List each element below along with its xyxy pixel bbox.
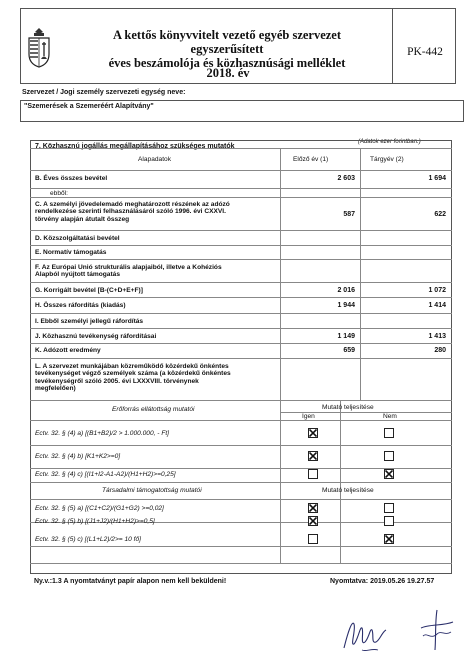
row-line <box>30 230 452 231</box>
col-line <box>280 148 281 400</box>
row-line <box>30 563 452 564</box>
row-j-curr: 1 413 <box>428 333 446 340</box>
row-b-curr: 1 694 <box>428 175 446 182</box>
row-k-label: K. Adózott eredmény <box>35 347 101 354</box>
row-line <box>30 148 452 149</box>
row-line <box>30 259 452 260</box>
row-k-curr: 280 <box>434 347 446 354</box>
row-line <box>30 546 452 547</box>
row-b-prev: 2 603 <box>337 175 355 182</box>
row-line <box>30 499 452 500</box>
row-line <box>30 197 452 198</box>
resource-a-no-checkbox[interactable] <box>384 428 394 438</box>
signature-1 <box>340 612 390 656</box>
resource-b-no-checkbox[interactable] <box>384 451 394 461</box>
section-title: 7. Közhasznú jogállás megállapításához szükséges mutatók <box>35 143 235 150</box>
support-a-yes-checkbox[interactable] <box>308 503 318 513</box>
support-indicator-b: Ectv. 32. § (5) b) [(J1+J2)/(H1+H2)>=0,5] <box>35 518 155 525</box>
resources-title: Erőforrás ellátottság mutatói <box>112 406 195 413</box>
row-line <box>30 297 452 298</box>
row-line <box>30 188 452 189</box>
support-a-no-checkbox[interactable] <box>384 503 394 513</box>
footer-note: Ny.v.:1.3 A nyomtatványt papír alapon nem kell beküldeni! <box>34 578 227 585</box>
yes-header: Igen <box>302 413 315 420</box>
row-line <box>30 328 452 329</box>
form-title <box>78 28 376 70</box>
row-h-prev: 1 944 <box>337 302 355 309</box>
print-timestamp: Nyomtatva: 2019.05.26 19.27.57 <box>330 578 435 585</box>
row-g-curr: 1 072 <box>428 287 446 294</box>
resource-c-yes-checkbox[interactable] <box>308 469 318 479</box>
row-line <box>30 482 452 483</box>
support-c-yes-checkbox[interactable] <box>308 534 318 544</box>
col-header-prev: Előző év (1) <box>293 156 329 163</box>
row-line <box>30 313 452 314</box>
support-fulfil: Mutató teljesítése <box>322 487 374 494</box>
row-line <box>30 343 452 344</box>
row-c-prev: 587 <box>343 211 355 218</box>
resource-indicator-a: Ectv. 32. § (4) a) [(B1+B2)/2 > 1.000.000, - Ft] <box>35 430 170 437</box>
support-b-yes-checkbox[interactable] <box>308 516 318 526</box>
row-c-label: C. A személyi jövedelemadó meghatározott részének az adózó rendelkezése szerinti felhasználásáról szóló 1996. évi CXXVI. törvény alapján átutalt összeg <box>35 201 230 223</box>
col-header-curr: Tárgyév (2) <box>370 156 404 163</box>
row-i-label: I. Ebből személyi jellegű ráfordítás <box>35 318 144 325</box>
row-b-label: B. Éves összes bevétel <box>35 175 108 182</box>
row-line <box>30 400 452 401</box>
no-header: Nem <box>383 413 397 420</box>
row-line <box>30 245 452 246</box>
col-header-base: Alapadatok <box>138 156 171 163</box>
org-label: Szervezet / Jogi személy szervezeti egység neve: <box>22 89 186 96</box>
header-divider <box>392 8 393 84</box>
org-name: "Szemerések a Szemeréért Alapítvány" <box>24 103 154 110</box>
row-line <box>30 282 452 283</box>
resource-b-yes-checkbox[interactable] <box>308 451 318 461</box>
form-title-line1: A kettős könyvvitelt vezető egyéb szervezet egyszerűsített <box>112 28 342 56</box>
row-j-label: J. Közhasznú tevékenység ráfordításai <box>35 333 157 340</box>
row-l-label: L. A szervezet munkájában közreműködő közérdekű önkéntes tevékenységet végző személyek száma (a közérdekű önkéntes tevékenységről szóló 2005. évi LXXXVIII. törvénynek megfelelően) <box>35 363 231 393</box>
support-indicator-c: Ectv. 32. § (5) c) [(L1+L2)/2>= 10 fő] <box>35 536 141 543</box>
row-c-curr: 622 <box>434 211 446 218</box>
resource-indicator-b: Ectv. 32. § (4) b) [K1+K2>=0] <box>35 453 121 460</box>
form-title-line2: éves beszámolója és közhasznúsági melléklet <box>108 56 346 70</box>
row-line <box>30 170 452 171</box>
row-f-label: F. Az Európai Unió strukturális alapjaiból, illetve a Kohéziós Alapból nyújtott támogatás <box>35 264 222 279</box>
form-code: PK-442 <box>407 46 443 58</box>
row-line <box>30 445 452 446</box>
row-d-label: D. Közszolgáltatási bevétel <box>35 235 120 242</box>
row-ebbol-label: ebből: <box>50 190 68 197</box>
signature-2 <box>415 606 459 654</box>
resource-indicator-c: Ectv. 32. § (4) c) [(I1+I2-A1-A2)/(H1+H2)>=0,25] <box>35 471 176 478</box>
support-b-no-checkbox[interactable] <box>384 516 394 526</box>
coat-of-arms-icon <box>26 26 52 68</box>
form-year: 2018. év <box>206 66 250 80</box>
row-e-label: E. Normatív támogatás <box>35 249 107 256</box>
resource-c-no-checkbox[interactable] <box>384 469 394 479</box>
resources-fulfil: Mutató teljesítése <box>322 404 374 411</box>
support-c-no-checkbox[interactable] <box>384 534 394 544</box>
unit-note: (Adatok ezer forintban.) <box>358 139 421 145</box>
row-h-curr: 1 414 <box>428 302 446 309</box>
col-line <box>340 400 341 563</box>
support-indicator-a: Ectv. 32. § (5) a) [(C1+C2)/(G1+G2) >=0,02] <box>35 505 164 512</box>
row-g-label: G. Korrigált bevétel [B-(C+D+E+F)] <box>35 287 143 294</box>
row-k-prev: 659 <box>343 347 355 354</box>
row-h-label: H. Összes ráfordítás (kiadás) <box>35 302 126 309</box>
support-title: Társadalmi támogatottság mutatói <box>102 487 202 494</box>
row-g-prev: 2 016 <box>337 287 355 294</box>
resource-a-yes-checkbox[interactable] <box>308 428 318 438</box>
col-line <box>360 148 361 400</box>
row-j-prev: 1 149 <box>337 333 355 340</box>
row-line <box>30 358 452 359</box>
col-line <box>280 400 281 563</box>
